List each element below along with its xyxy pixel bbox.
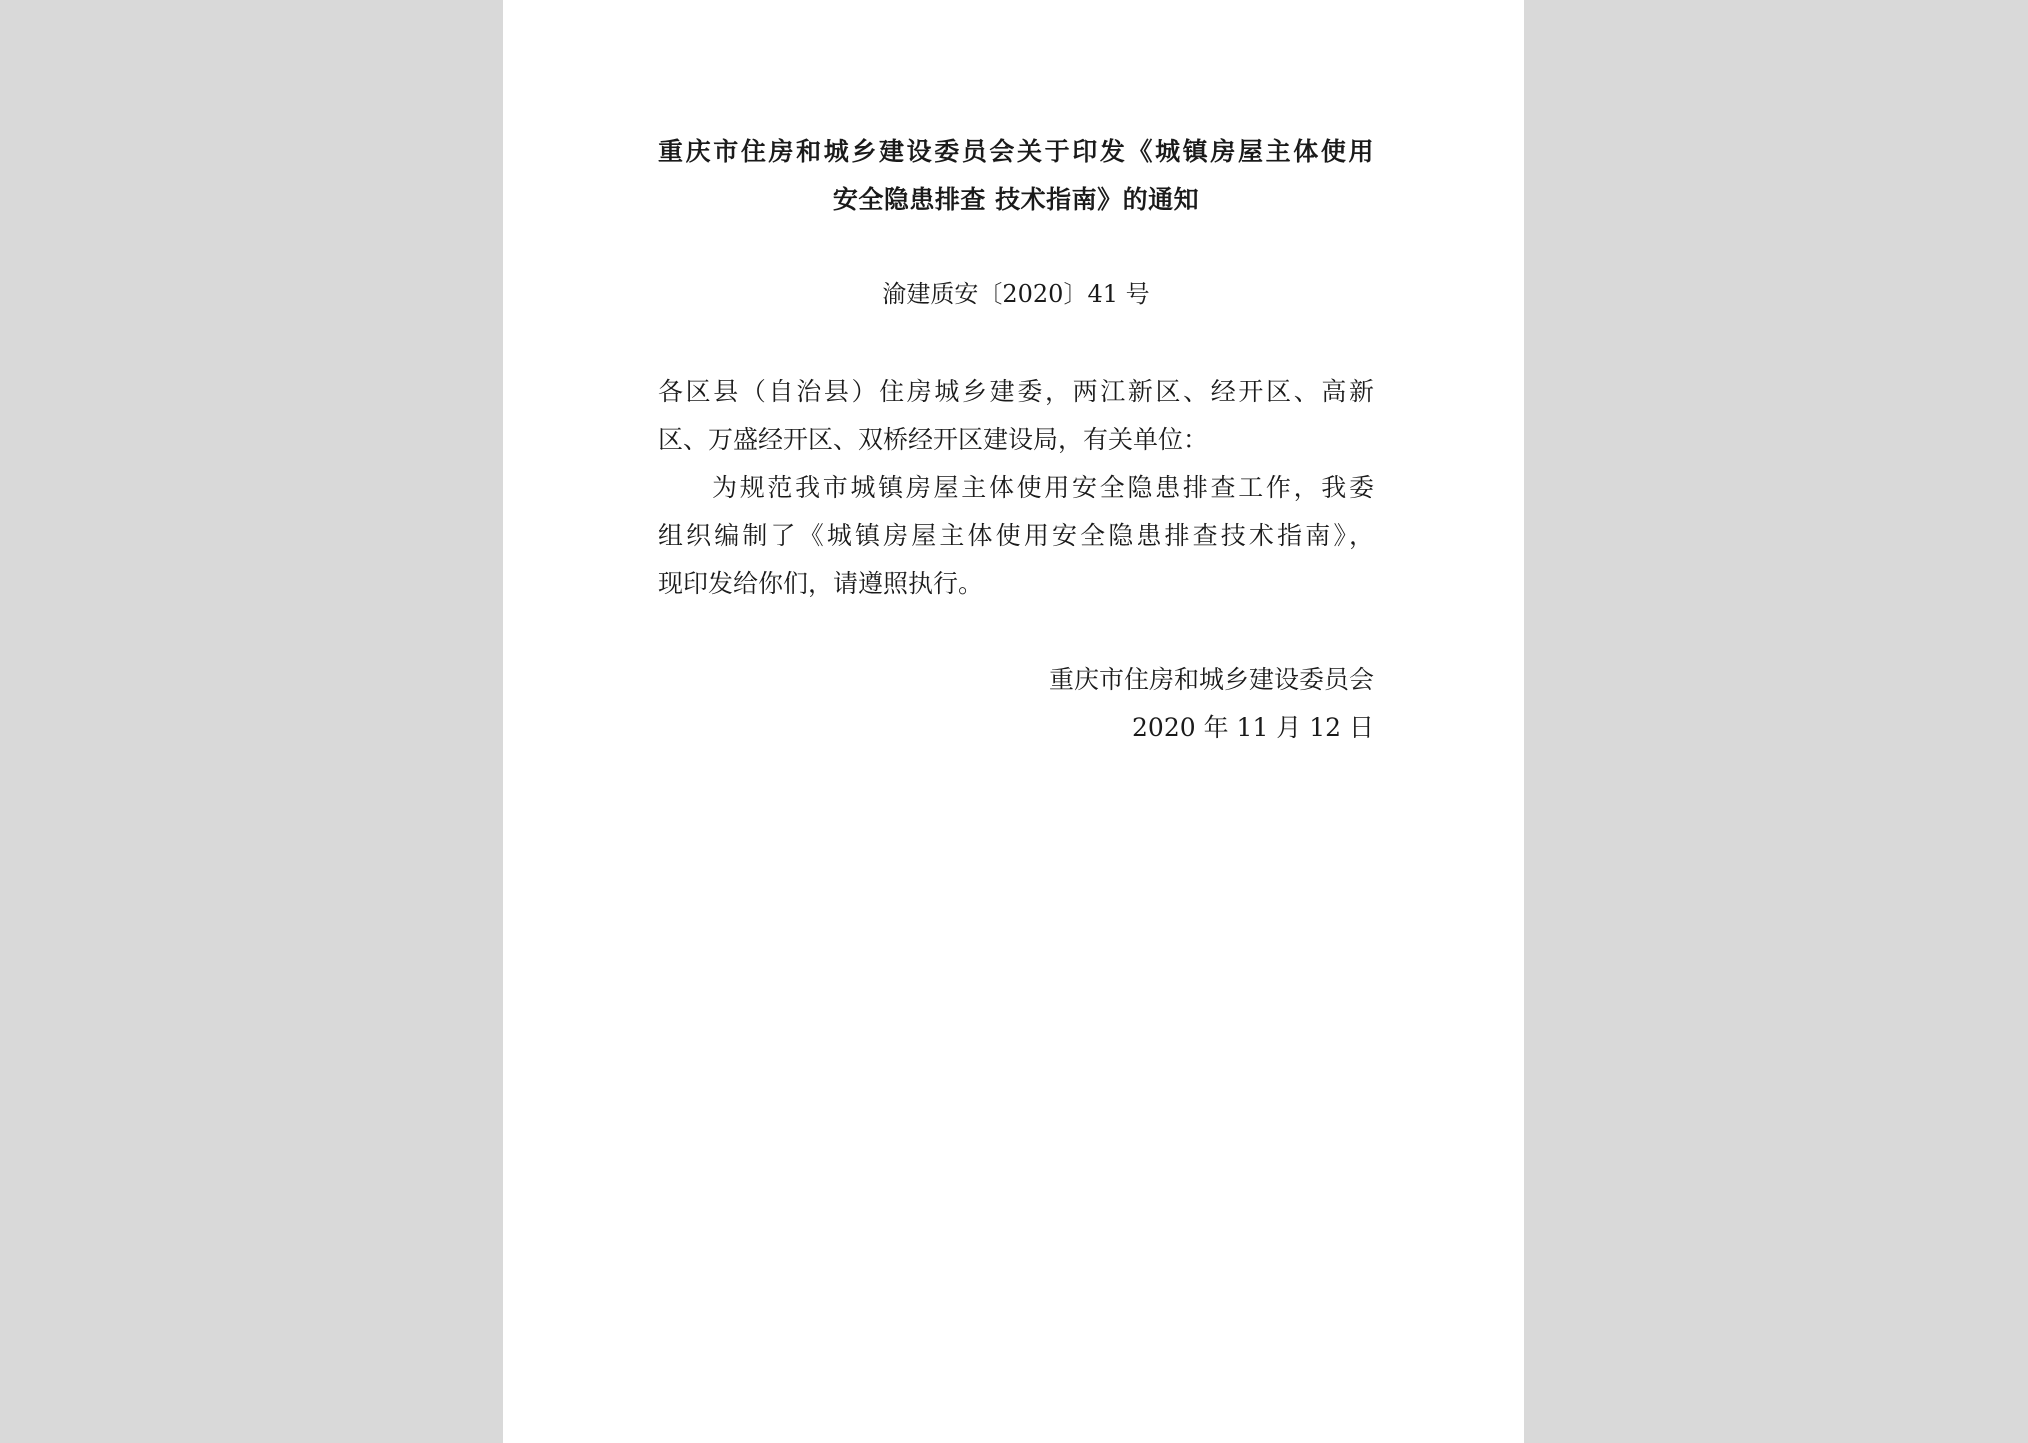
title-line-1: 重庆市住房和城乡建设委员会关于印发《城镇房屋主体使用: [658, 137, 1374, 166]
body-line-5: 现印发给你们，请遵照执行。: [658, 569, 984, 598]
signature-org: 重庆市住房和城乡建设委员会: [1048, 665, 1374, 694]
title-line-2: 安全隐患排查 技术指南》的通知: [832, 185, 1200, 214]
document-title: [658, 128, 1374, 224]
body-line-3: 为规范我市城镇房屋主体使用安全隐患排查工作，我委: [712, 473, 1374, 502]
document-body: [658, 368, 1374, 608]
document-number: 渝建质安〔2020〕41 号: [882, 280, 1150, 308]
body-line-2: 区、万盛经开区、双桥经开区建设局，有关单位：: [658, 425, 1209, 454]
body-line-4: 组织编制了《城镇房屋主体使用安全隐患排查技术指南》，: [658, 521, 1374, 550]
signature-date: 2020 年 11 月 12 日: [1132, 713, 1374, 742]
body-line-1: 各区县（自治县）住房城乡建委，两江新区、经开区、高新: [658, 377, 1374, 406]
signature-block: [658, 656, 1374, 752]
document-page: [503, 0, 1524, 1443]
